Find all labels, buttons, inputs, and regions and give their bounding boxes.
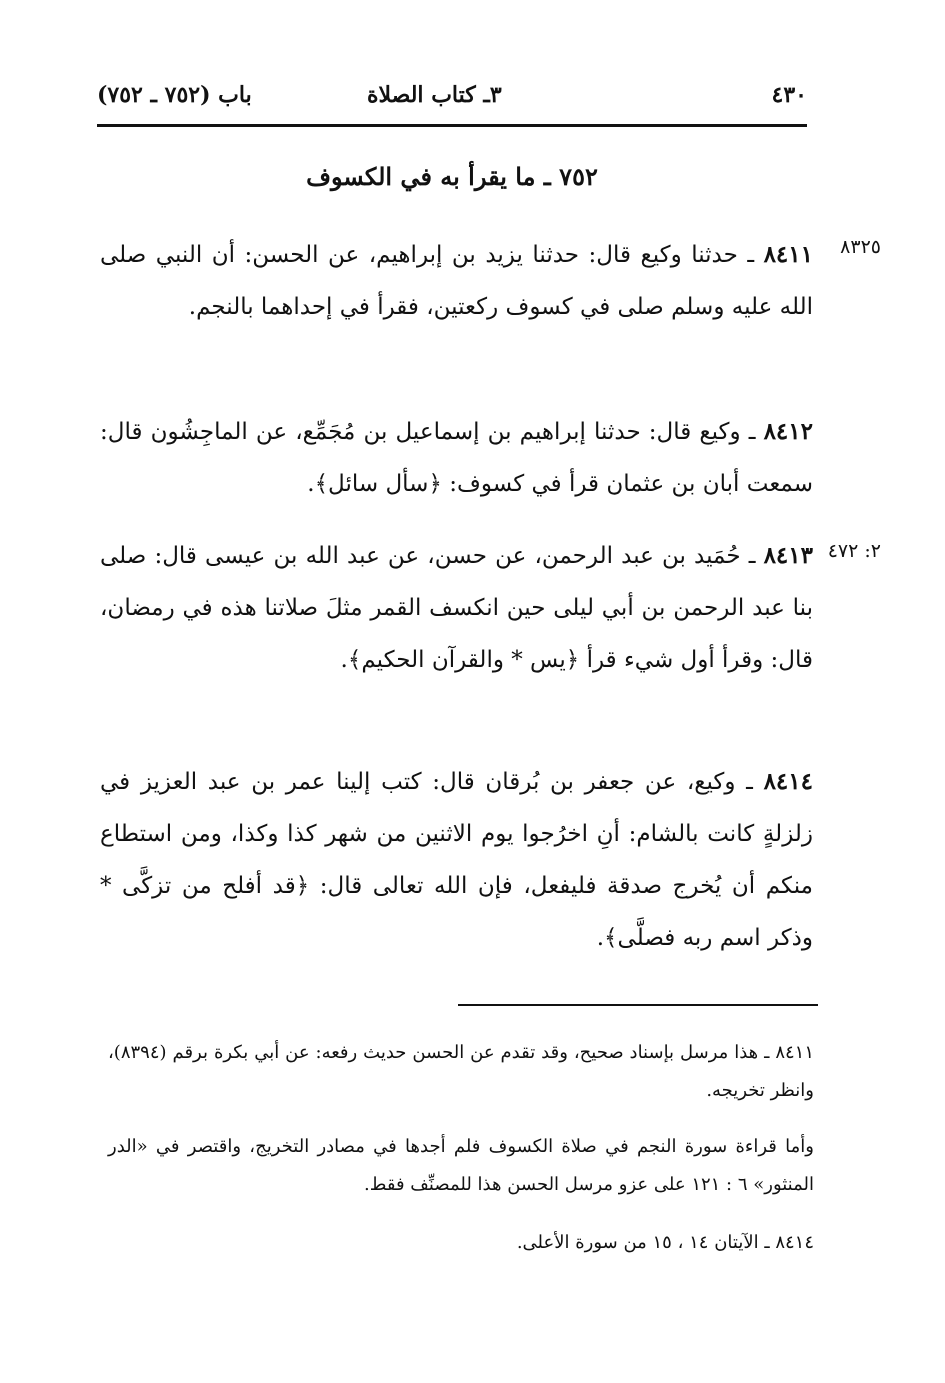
hadith-paragraph — [100, 229, 813, 333]
footnote: ٨٤١١ ـ هذا مرسل بإسناد صحيح، وقد تقدم عن الحسن حديث رفعه: عن أبي بكرة برقم (٨٣٩٤)، وانظر تخريجه. — [108, 1042, 814, 1101]
hadith-text: ـ حدثنا وكيع قال: حدثنا يزيد بن إبراهيم، عن الحسن: أن النبي صلى الله عليه وسلم صلى في كسوف ركعتين، فقرأ في إحداهما بالنجم. — [100, 242, 813, 320]
hadith-number: ٨٤١٤ — [763, 768, 813, 795]
hadith-number: ٨٤١٣ — [763, 542, 813, 569]
hadith-text: ـ وكيع قال: حدثنا إبراهيم بن إسماعيل بن مُجَمِّع، عن الماجِشُون قال: سمعت أبان بن عثمان قرأ في كسوف: ﴿سأل سائل﴾. — [100, 419, 813, 497]
footnote-rule — [458, 1004, 818, 1006]
chapter-range: باب (٧٥٢ ـ ٧٥٢) — [97, 82, 252, 108]
hadith-number: ٨٤١٢ — [763, 418, 813, 445]
hadith-number: ٨٤١١ — [763, 241, 813, 268]
page-header — [97, 82, 807, 118]
hadith-paragraph — [100, 756, 813, 964]
footnote: ٨٤١٤ ـ الآيتان ١٤ ، ١٥ من سورة الأعلى. — [516, 1232, 814, 1253]
footnote: وأما قراءة سورة النجم في صلاة الكسوف فلم أجدها في مصادر التخريج، واقتصر في «الدر المنثور» ٦ : ١٢١ على عزو مرسل الحسن هذا للمصنِّف فقط. — [108, 1136, 814, 1195]
hadith-paragraph — [100, 406, 813, 510]
hadith-paragraph — [100, 530, 813, 686]
margin-reference: ٢: ٤٧٢ — [827, 540, 881, 562]
page-number: ٤٣٠ — [771, 82, 807, 108]
book-title: ٣ـ كتاب الصلاة — [367, 82, 502, 108]
header-rule — [97, 124, 807, 127]
hadith-text: ـ وكيع، عن جعفر بن بُرقان قال: كتب إلينا عمر بن عبد العزيز في زلزلةٍ كانت بالشام: أنِ اخرُجوا يوم الاثنين من شهر كذا وكذا، ومن استطاع منكم أن يُخرج صدقة فليفعل، فإن الله تعالى قال: ﴿قد أفلح من تزكَّى * وذكر اسم ربه فصلَّى﴾. — [100, 769, 813, 951]
hadith-text: ـ حُمَيد بن عبد الرحمن، عن حسن، عن عبد الله بن عيسى قال: صلى بنا عبد الرحمن بن أبي ليلى حين انكسف القمر مثلَ صلاتنا هذه في رمضان، قال: وقرأ أول شيء قرأ ﴿يس * والقرآن الحكيم﴾. — [100, 543, 813, 673]
margin-reference: ٨٣٢٥ — [840, 236, 881, 258]
chapter-title: ٧٥٢ ـ ما يقرأ به في الكسوف — [306, 162, 598, 191]
